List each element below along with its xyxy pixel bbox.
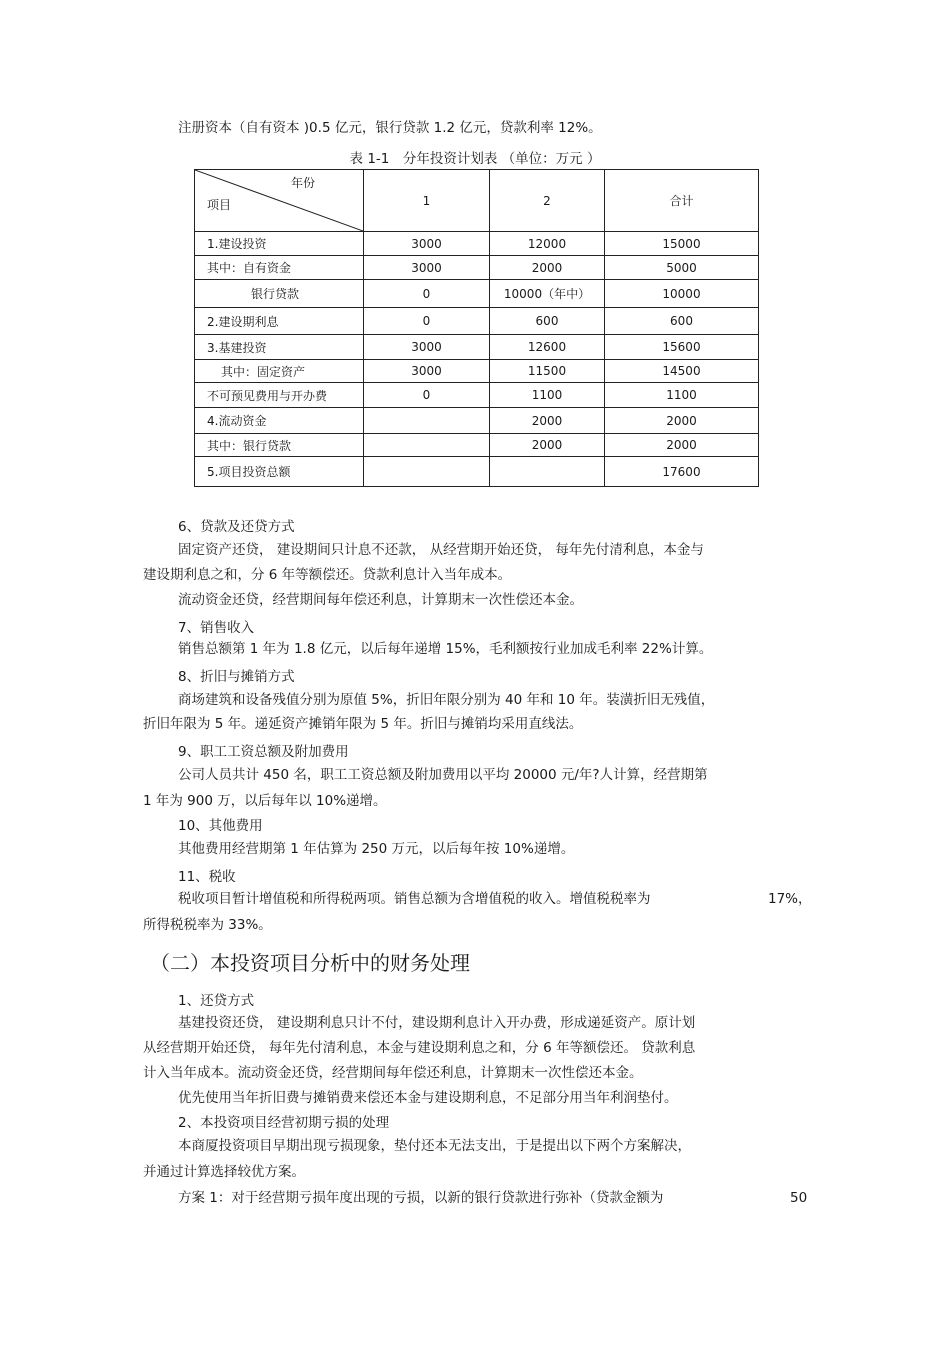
table-cell: 2000: [490, 408, 605, 434]
paragraph-line: 本商厦投资项目早期出现亏损现象，垫付还本无法支出，于是提出以下两个方案解决，: [178, 1138, 691, 1154]
table-cell: 600: [605, 308, 759, 335]
table-cell: 15000: [605, 232, 759, 256]
paragraph-line: 公司人员共计 450 名，职工工资总额及附加费用以平均 20000 元/年?人计算，经营期第: [178, 767, 708, 783]
table-caption: 表 1-1 分年投资计划表 （单位：万元 ）: [349, 151, 601, 167]
row-label: 银行贷款: [195, 280, 364, 308]
row-label: 其中：自有资金: [195, 256, 364, 280]
table-cell: 12600: [490, 335, 605, 360]
table-row: [195, 457, 759, 487]
paragraph-line: 1 年为 900 万，以后每年以 10%递增。: [143, 793, 387, 809]
section-heading: （二）本投资项目分析中的财务处理: [150, 951, 470, 975]
corner-cell: [195, 170, 364, 232]
table-row: [195, 232, 759, 256]
row-label: 其中：固定资产: [195, 360, 364, 383]
section-title: 10、其他费用: [178, 818, 263, 834]
paragraph-line: 商场建筑和设备残值分别为原值 5%，折旧年限分别为 40 年和 10 年。装潢折旧无残值，: [178, 692, 715, 708]
table-row: [195, 383, 759, 408]
table-cell: 1100: [490, 383, 605, 408]
table-row: [195, 308, 759, 335]
row-label: 5.项目投资总额: [195, 457, 364, 487]
intro-text: 注册资本（自有资本 )0.5 亿元，银行贷款 1.2 亿元，贷款利率 12%。: [178, 120, 602, 136]
column-header: 合计: [605, 170, 759, 232]
table-cell: [490, 457, 605, 487]
table-cell: 10000（年中）: [490, 280, 605, 308]
corner-year-label: 年份: [291, 176, 316, 190]
table-row: [195, 280, 759, 308]
section-title: 8、折旧与摊销方式: [178, 669, 295, 685]
paragraph-line: 从经营期开始还贷， 每年先付清利息，本金与建设期利息之和，分 6 年等额偿还。 贷款利息: [143, 1040, 696, 1056]
section-title: 7、销售收入: [178, 620, 255, 636]
table-cell: 600: [490, 308, 605, 335]
table-cell: 0: [364, 383, 490, 408]
paragraph-line: 方案 1：对于经营期亏损年度出现的亏损，以新的银行贷款进行弥补（贷款金额为: [178, 1190, 664, 1206]
paragraph-line: 基建投资还贷， 建设期利息只计不付，建设期利息计入开办费，形成递延资产。原计划: [178, 1015, 696, 1031]
table-cell: 11500: [490, 360, 605, 383]
table-row: [195, 434, 759, 457]
row-label: 不可预见费用与开办费: [195, 383, 364, 408]
paragraph-line-end: 50: [790, 1190, 808, 1206]
paragraph-line: 其他费用经营期第 1 年估算为 250 万元，以后每年按 10%递增。: [178, 841, 575, 857]
paragraph-line: 折旧年限为 5 年。递延资产摊销年限为 5 年。折旧与摊销均采用直线法。: [143, 716, 583, 732]
section-title: 6、贷款及还贷方式: [178, 519, 295, 535]
paragraph-line: 销售总额第 1 年为 1.8 亿元，以后每年递增 15%，毛利额按行业加成毛利率 22%计算。: [178, 641, 713, 657]
section-title: 11、税收: [178, 869, 236, 885]
table-cell: 0: [364, 308, 490, 335]
row-label: 1.建设投资: [195, 232, 364, 256]
table-cell: 10000: [605, 280, 759, 308]
table-cell: 3000: [364, 335, 490, 360]
table-cell: 5000: [605, 256, 759, 280]
section-title: 2、本投资项目经营初期亏损的处理: [178, 1115, 390, 1131]
table-header-row: [195, 170, 759, 232]
table-cell: 2000: [490, 434, 605, 457]
paragraph-line: 并通过计算选择较优方案。: [143, 1164, 305, 1180]
table-cell: [364, 457, 490, 487]
paragraph-line-end: 17%，: [768, 891, 812, 907]
paragraph-line: 所得税税率为 33%。: [143, 917, 272, 933]
table-cell: 12000: [490, 232, 605, 256]
row-label: 2.建设期利息: [195, 308, 364, 335]
table-cell: 3000: [364, 232, 490, 256]
table-cell: 1100: [605, 383, 759, 408]
row-label: 其中：银行贷款: [195, 434, 364, 457]
table-cell: 14500: [605, 360, 759, 383]
investment-table: [194, 169, 759, 487]
table-cell: [364, 408, 490, 434]
paragraph-line: 优先使用当年折旧费与摊销费来偿还本金与建设期利息，不足部分用当年利润垫付。: [178, 1090, 678, 1106]
table-row: [195, 335, 759, 360]
table-cell: 3000: [364, 360, 490, 383]
table-cell: 2000: [490, 256, 605, 280]
column-header: 2: [490, 170, 605, 232]
table-cell: 0: [364, 280, 490, 308]
section-title: 9、职工工资总额及附加费用: [178, 744, 349, 760]
paragraph-line: 建设期利息之和，分 6 年等额偿还。贷款利息计入当年成本。: [143, 567, 512, 583]
table-cell: 2000: [605, 408, 759, 434]
table-cell: 15600: [605, 335, 759, 360]
column-header: 1: [364, 170, 490, 232]
row-label: 3.基建投资: [195, 335, 364, 360]
table-row: [195, 408, 759, 434]
table-row: [195, 360, 759, 383]
row-label: 4.流动资金: [195, 408, 364, 434]
corner-item-label: 项目: [207, 198, 232, 212]
table-cell: 3000: [364, 256, 490, 280]
section-title: 1、还贷方式: [178, 993, 255, 1009]
table-row: [195, 256, 759, 280]
table-cell: [364, 434, 490, 457]
table-cell: 2000: [605, 434, 759, 457]
paragraph-line: 流动资金还贷，经营期间每年偿还利息，计算期末一次性偿还本金。: [178, 592, 583, 608]
table-cell: 17600: [605, 457, 759, 487]
paragraph-line: 计入当年成本。流动资金还贷，经营期间每年偿还利息，计算期末一次性偿还本金。: [143, 1065, 643, 1081]
paragraph-line: 税收项目暂计增值税和所得税两项。销售总额为含增值税的收入。增值税税率为: [178, 891, 651, 907]
paragraph-line: 固定资产还贷， 建设期间只计息不还款， 从经营期开始还贷， 每年先付清利息，本金与: [178, 542, 704, 558]
